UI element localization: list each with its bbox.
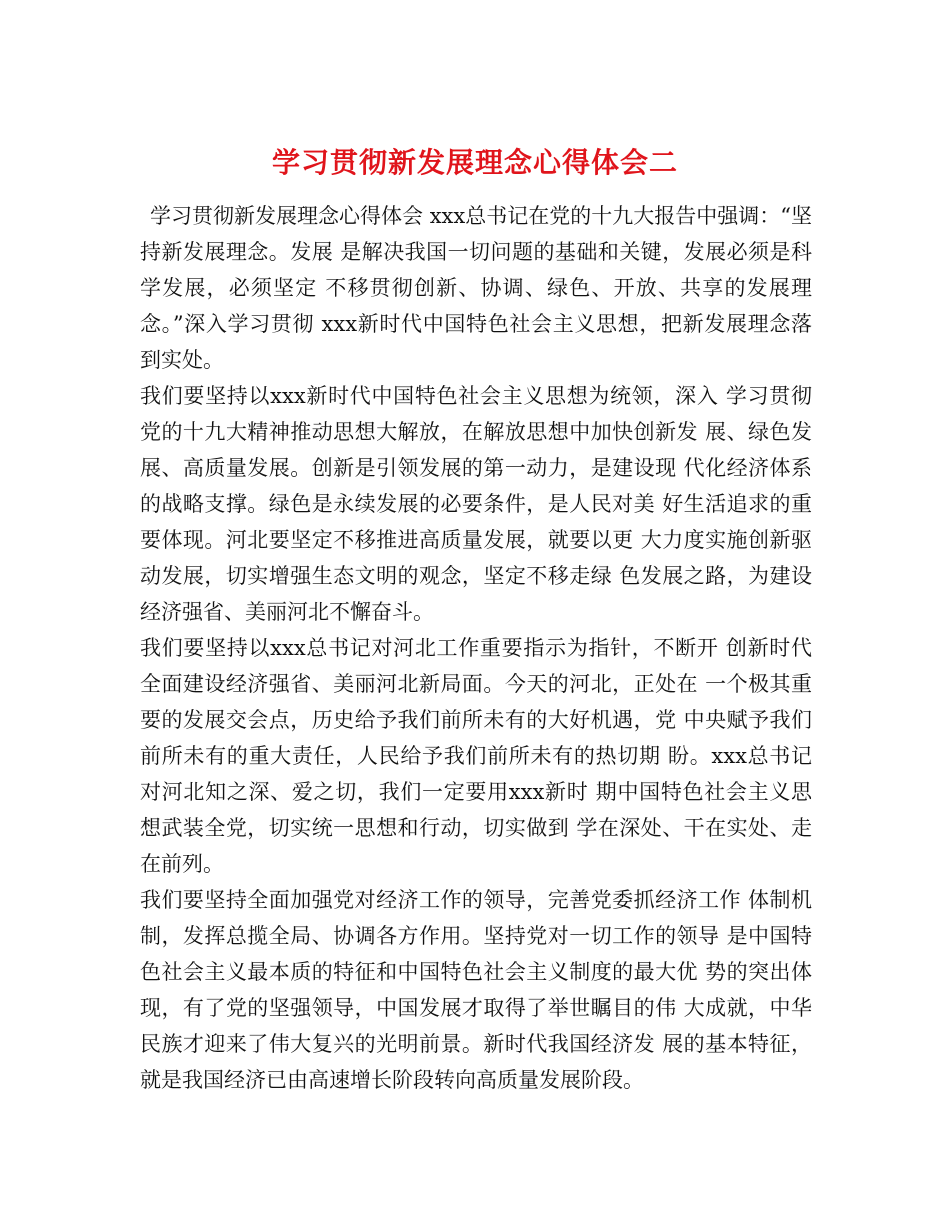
document-title: 学习贯彻新发展理念心得体会二: [271, 145, 678, 179]
paragraph-2: 我们要坚持以xxx新时代中国特色社会主义思想为统领，深入 学习贯彻党的十九大精神推动思想大解放，在解放思想中加快创新发 展、绿色发展、高质量发展。创新是引领发展的第一动力，是建设现 代化经济体系的战略支撑。绿色是永续发展的必要条件，是人民对美 好生活追求的重要体现。河北要坚定不移推进高质量发展，就要以更 大力度实施创新驱动发展，切实增强生态文明的观念，坚定不移走绿 色发展之路，为建设经济强省、美丽河北不懈奋斗。: [140, 384, 812, 624]
paragraph-4: 我们要坚持全面加强党对经济工作的领导，完善党委抓经济工作 体制机制，发挥总揽全局、协调各方作用。坚持党对一切工作的领导 是中国特色社会主义最本质的特征和中国特色社会主义制度的最大优 势的突出体现，有了党的坚强领导，中国发展才取得了举世瞩目的伟 大成就，中华民族才迎来了伟大复兴的光明前景。新时代我国经济发 展的基本特征，就是我国经济已由高速增长阶段转向高质量发展阶段。: [140, 888, 812, 1092]
paragraph-1: 学习贯彻新发展理念心得体会 xxx总书记在党的十九大报告中强调：“坚持新发展理念。发展 是解决我国一切问题的基础和关键，发展必须是科学发展，必须坚定 不移贯彻创新、协调、绿色、开放、共享的发展理念。”深入学习贯彻 xxx新时代中国特色社会主义思想，把新发展理念落到实处。: [140, 204, 812, 372]
paragraph-3: 我们要坚持以xxx总书记对河北工作重要指示为指针，不断开 创新时代全面建设经济强省、美丽河北新局面。今天的河北，正处在 一个极其重要的发展交会点，历史给予我们前所未有的大好机遇，党 中央赋予我们前所未有的重大责任，人民给予我们前所未有的热切期 盼。xxx总书记对河北知之深、爱之切，我们一定要用xxx新时 期中国特色社会主义思想武装全党，切实统一思想和行动，切实做到 学在深处、干在实处、走在前列。: [140, 636, 812, 876]
document-body: [140, 198, 812, 1098]
